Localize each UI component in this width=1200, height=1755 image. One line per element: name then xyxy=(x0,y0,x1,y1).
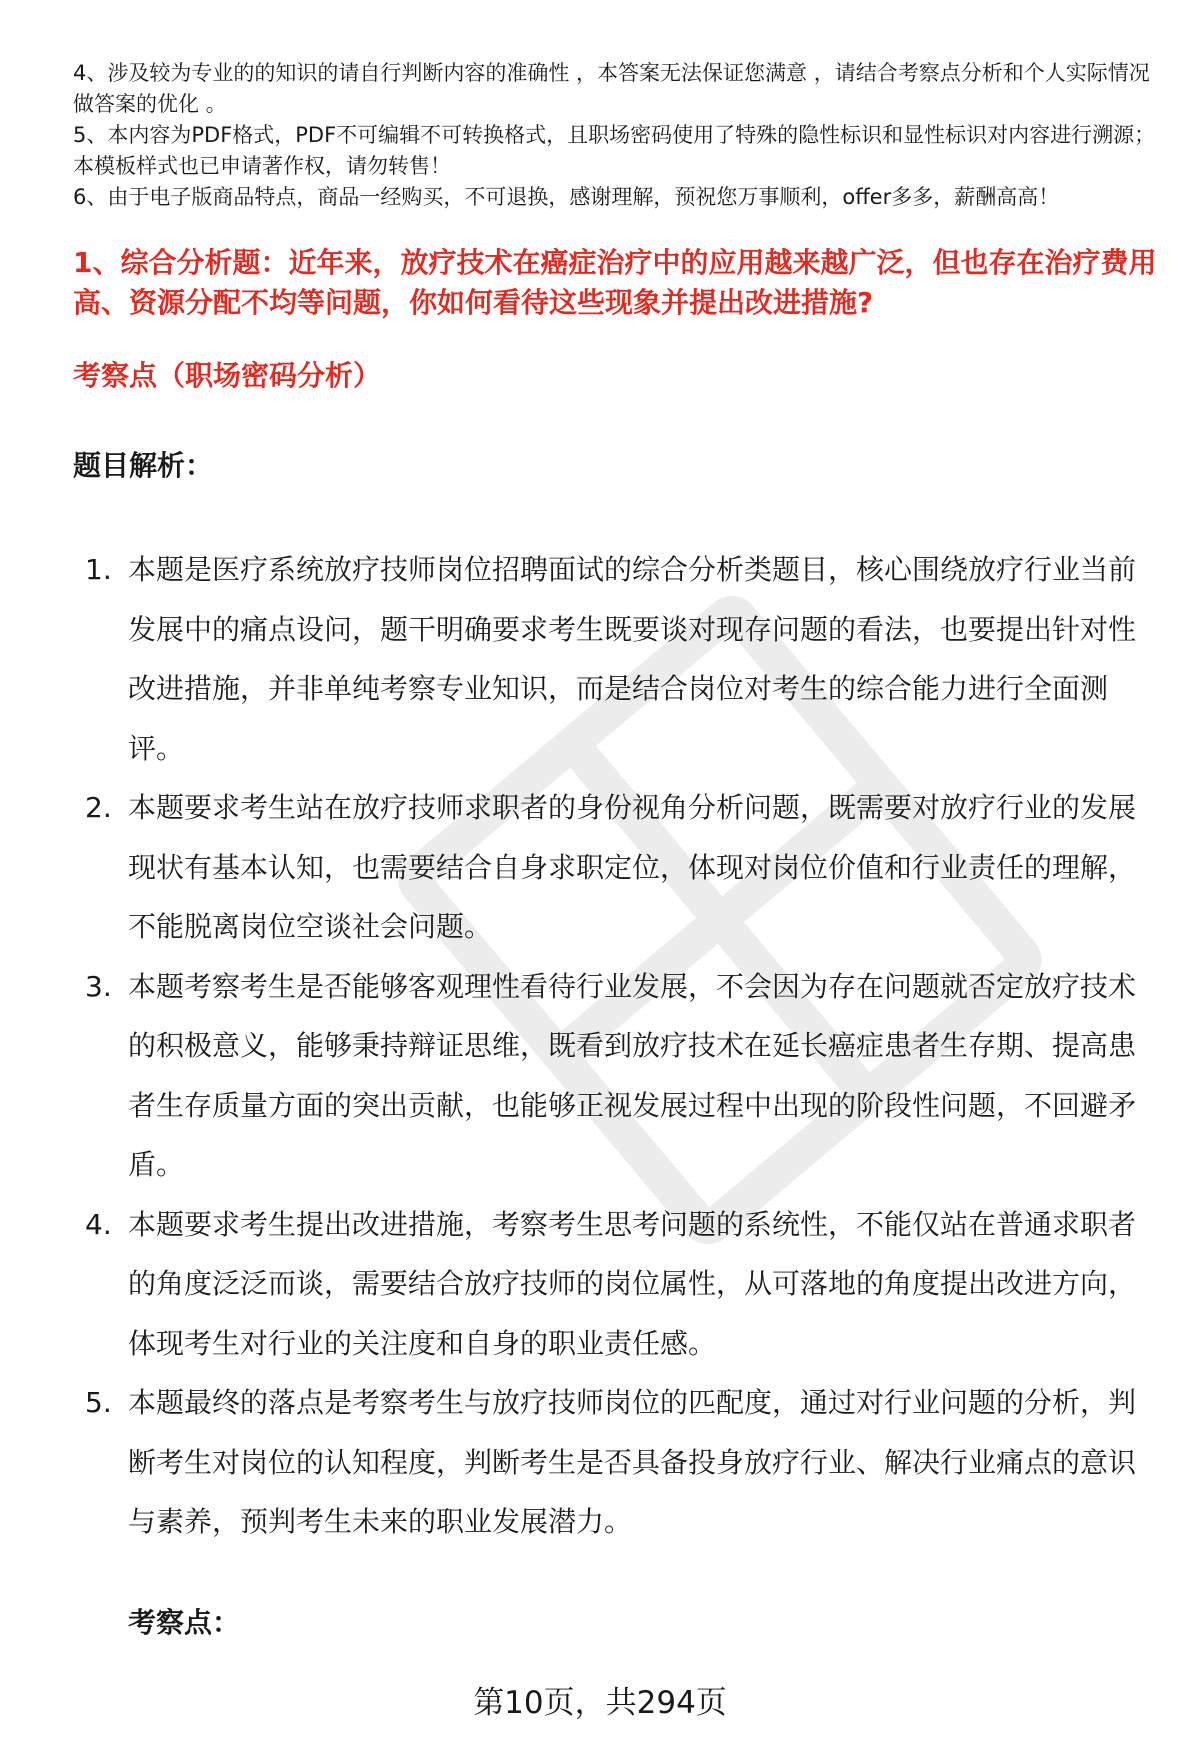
list-item-text: 本题要求考生提出改进措施，考察考生思考问题的系统性，不能仅站在普通求职者的角度泛泛而谈，需要结合放疗技师的岗位属性，从可落地的角度提出改进方向，体现考生对行业的关注度和自身的职业责任感。 xyxy=(128,1207,1137,1360)
list-item-text: 本题最终的落点是考察考生与放疗技师岗位的匹配度，通过对行业问题的分析，判断考生对岗位的认知程度，判断考生是否具备投身放疗行业、解决行业痛点的意识与素养，预判考生未来的职业发展潜力。 xyxy=(128,1386,1137,1538)
list-item xyxy=(73,957,1158,1195)
notice-item: 5、本内容为PDF格式，PDF不可编辑不可转换格式，且职场密码使用了特殊的隐性标识和显性标识对内容进行溯源；本模板样式也已申请著作权，请勿转售！ xyxy=(73,123,1156,178)
list-item xyxy=(73,1373,1158,1552)
list-item-text: 本题考察考生是否能够客观理性看待行业发展，不会因为存在问题就否定放疗技术的积极意义，能够秉持辩证思维，既看到放疗技术在延长癌症患者生存期、提高患者生存质量方面的突出贡献，也能够正视发展过程中出现的阶段性问题，不回避矛盾。 xyxy=(128,969,1137,1181)
list-item-number: 5. xyxy=(85,1386,112,1419)
list-item-number: 2. xyxy=(85,791,112,824)
list-item-number: 3. xyxy=(85,969,112,1003)
list-item xyxy=(73,1195,1158,1374)
focus-heading: 考察点（职场密码分析） xyxy=(73,359,382,392)
focus-label: 考察点： xyxy=(128,1606,241,1639)
list-item-text: 本题是医疗系统放疗技师岗位招聘面试的综合分析类题目，核心围绕放疗行业当前发展中的痛点设问，题干明确要求考生既要谈对现存问题的看法，也要提出针对性改进措施，并非单纯考察专业知识，而是结合岗位对考生的综合能力进行全面测评。 xyxy=(128,553,1137,765)
analysis-title: 题目解析： xyxy=(73,449,214,482)
list-item xyxy=(73,778,1158,957)
notice-item: 4、涉及较为专业的的知识的请自行判断内容的准确性 ，本答案无法保证您满意 ，请结合考察点分析和个人实际情况做答案的优化 。 xyxy=(73,61,1150,116)
question-title: 1、综合分析题：近年来，放疗技术在癌症治疗中的应用越来越广泛，但也存在治疗费用高、资源分配不均等问题，你如何看待这些现象并提出改进措施? xyxy=(73,246,1157,319)
page-number: 第10页，共294页 xyxy=(473,1685,727,1721)
notice-item: 6、由于电子版商品特点，商品一经购买，不可退换，感谢理解，预祝您万事顺利，offer多多，薪酬高高！ xyxy=(73,185,1060,209)
list-item-number: 1. xyxy=(85,553,112,586)
analysis-list xyxy=(73,540,1158,1552)
list-item xyxy=(73,540,1158,778)
notice-list xyxy=(73,58,1158,213)
list-item-number: 4. xyxy=(85,1207,112,1241)
list-item-text: 本题要求考生站在放疗技师求职者的身份视角分析问题，既需要对放疗行业的发展现状有基本认知，也需要结合自身求职定位，体现对岗位价值和行业责任的理解，不能脱离岗位空谈社会问题。 xyxy=(128,791,1137,943)
